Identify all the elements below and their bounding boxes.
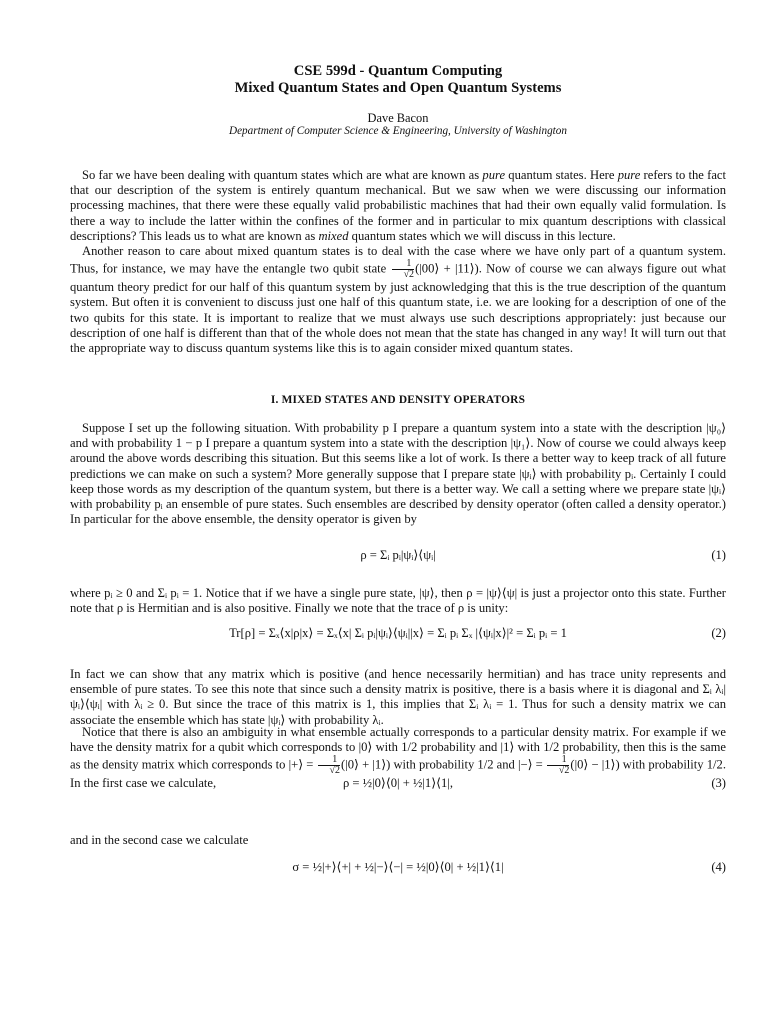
section1-paragraph-4: Notice that there is also an ambiguity in what ensemble actually corresponds to a particular density matrix. For example if we have the density matrix for a qubit which corresponds to |0⟩ with 1/2 probability and |1⟩ with 1/2 probability, then this is the same as the density matrix which corresponds to |+⟩ = $\frac{1}{√2}$ (|0⟩ + |1⟩) with probability 1/2 and |−⟩ = $\frac{1}{√2}$ (|0⟩ − |1⟩) with probability 1/2. In the first case we calculate, xyxy=(70,725,726,791)
intro-paragraph-1: So far we have been dealing with quantum states which are what are known as pure quantum states. Here pure refers to the fact that our description of the system is entirely quantum mechanical. But we saw when we were discussing our information processing machines, that there were these equally valid probabilistic machines that had their own equally valid formulation. Is there a way to include the latter within the confines of the former and in particular to mix quantum descriptions with classical descriptions? This leads us to what are known as mixed quantum states which we will discuss in this lecture. xyxy=(70,168,726,243)
section-heading: I. MIXED STATES AND DENSITY OPERATORS xyxy=(270,394,526,406)
one-over-sqrt2-fraction: $\frac{1}{√2}$ xyxy=(392,259,415,280)
author-name: Dave Bacon xyxy=(367,111,429,125)
equation-3 xyxy=(70,772,726,798)
paper-title-line1: CSE 599d - Quantum Computing xyxy=(293,63,503,79)
author-affiliation: Department of Computer Science & Engineering, University of Washington xyxy=(229,125,567,137)
equation-1-number: (1) xyxy=(711,548,726,562)
one-over-sqrt2-fraction: $\frac{1}{√2}$ xyxy=(547,755,570,776)
section1-paragraph-2: where pᵢ ≥ 0 and Σᵢ pᵢ = 1. Notice that if we have a single pure state, |ψ⟩, then ρ = |ψ⟩⟨ψ| is just a projector onto this state. Further note that ρ is Hermitian and is also positive. Finally we note that the trace of ρ is unity: xyxy=(70,586,726,616)
equation-1 xyxy=(70,544,726,570)
equation-2-number: (2) xyxy=(711,626,726,640)
section1-paragraph-3: In fact we can show that any matrix which is positive (and hence necessarily hermitian) and has trace unity represents and ensemble of pure states. To see this note that since such a density matrix is positive, there is a basis where it is diagonal and Σᵢ λᵢ|ψᵢ⟩⟨ψᵢ| with λᵢ ≥ 0. But since the trace of this matrix is 1, this implies that Σᵢ λᵢ = 1. Thus for such a density matrix we can associate the ensemble which has state |ψᵢ⟩ with probability λᵢ. xyxy=(70,667,726,727)
intro-paragraph-2: Another reason to care about mixed quantum states is to deal with the case where we have only part of a quantum system. Thus, for instance, we may have the entangle two qubit state $\frac{1}{√2}$ (|00⟩ + |11⟩). Now of course we can always figure out what quantum theory predict for our half of this quantum system by just acknowledging that this is the true description of the quantum system. But often it is convenient to discuss just one half of this quantum state, i.e. we are looking for a description of one of the two qubits for this state. It is important to realize that we must always use such descriptions appropriately: just because our description of one half is different than that of the whole does not mean that the state has changed in any way! It will turn out that the appropriate way to discuss quantum systems like this is to again consider mixed quantum states. xyxy=(70,244,726,356)
equation-4-number: (4) xyxy=(711,860,726,874)
section1-paragraph-5: and in the second case we calculate xyxy=(70,833,249,847)
intro-paragraphs xyxy=(70,168,726,356)
equation-3-body: ρ = ½|0⟩⟨0| + ½|1⟩⟨1|, xyxy=(342,776,454,790)
equation-4-body: σ = ½|+⟩⟨+| + ½|−⟩⟨−| = ½|0⟩⟨0| + ½|1⟩⟨1| xyxy=(292,860,504,874)
equation-1-body: ρ = Σᵢ pᵢ|ψᵢ⟩⟨ψᵢ| xyxy=(360,548,436,562)
equation-2-body: Tr[ρ] = Σₓ⟨x|ρ|x⟩ = Σₓ⟨x| Σᵢ pᵢ|ψᵢ⟩⟨ψᵢ||x⟩ = Σᵢ pᵢ Σₓ |⟨ψᵢ|x⟩|² = Σᵢ pᵢ = 1 xyxy=(229,626,567,640)
paper-title-line2: Mixed Quantum States and Open Quantum Systems xyxy=(234,80,562,96)
equation-4 xyxy=(70,856,726,882)
equation-3-number: (3) xyxy=(711,776,726,790)
section1-paragraph-1: Suppose I set up the following situation. With probability p I prepare a quantum system into a state with the description |ψ₀⟩ and with probability 1 − p I prepare a quantum system into a state with the description |ψ₁⟩. Now of course we could always keep around the above words describing this situation. But this seems like a lot of work. Is there a better way to keep track of all future predictions we can make on such a system? More generally suppose that I prepare state |ψᵢ⟩ with probability pᵢ. Certainly I could keep those words as my description of the quantum system, but there is a better way. We call a setting where we prepare state |ψᵢ⟩ with probability pᵢ an ensemble of pure states. Such ensembles are described by density operator (often called a density operator.) In particular for the above ensemble, the density operator is given by xyxy=(70,421,726,527)
one-over-sqrt2-fraction: $\frac{1}{√2}$ xyxy=(318,755,341,776)
equation-2 xyxy=(70,622,726,648)
